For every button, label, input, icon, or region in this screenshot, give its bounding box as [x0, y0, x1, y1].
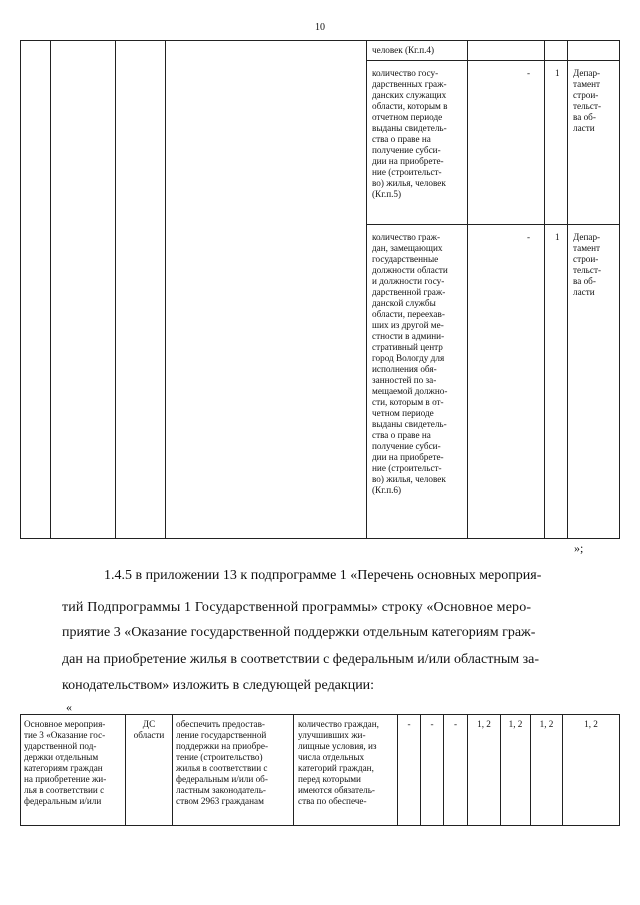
bottom-dash-3: - — [453, 719, 458, 729]
closing-quote: »; — [574, 541, 584, 555]
top-row3-indicator: количество граж- дан, замещающих государственные должности области и должности госу- дарственной граж- данской службы области, переехав- ших из другой ме- стности в админи- стративный центр город Вологду для исполнения обя- занностей по за- мещаемой должно- сти, которым в от- четном периоде выданы свидетель- ства о праве на получение субси- дии на приобрете- ние (строительст- во) жилья, человек (Кг.п.6) — [372, 232, 448, 495]
bottom-responsible: ДС области — [133, 719, 165, 740]
opening-quote: « — [66, 700, 72, 714]
bottom-dash-1: - — [407, 719, 411, 729]
bottom-dash-2: - — [430, 719, 434, 729]
top-row1-indicator: человек (Кг.п.4) — [372, 45, 435, 55]
top-row2-value: 1 — [555, 68, 560, 78]
top-row3-dash: - — [527, 232, 531, 242]
paragraph-line-3: приятие 3 «Оказание государственной поддержки отдельным категориям граж- — [62, 625, 536, 640]
top-row2-dash: - — [527, 68, 531, 78]
paragraph-line-4: дан на приобретение жилья в соответствии с федеральным и/или областным за- — [62, 652, 540, 667]
top-row2-indicator: количество госу- дарственных граж- данских служащих области, которым в отчетном периоде выданы свидетель- ства о праве на получение субси- дии на приобрете- ние (строительст- во) жилья, человек (Кг.п.5) — [372, 68, 448, 199]
bottom-year-2: 1, 2 — [508, 719, 523, 729]
bottom-result: обеспечить предостав- ление государственной поддержки на приобре- тение (строительство) жилья в соответствии с федеральным и/или об- ластным законодатель- ством 2963 гражданам — [176, 719, 269, 806]
bottom-indicator: количество граждан, улучшивших жи- лищные условия, из числа отдельных категорий граждан, перед которыми имеются обязатель- ства по обеспече- — [298, 719, 379, 806]
bottom-year-4: 1, 2 — [584, 719, 598, 729]
top-row3-value: 1 — [555, 232, 560, 242]
paragraph-line-5: конодательством» изложить в следующей редакции: — [62, 678, 375, 693]
paragraph-line-1: 1.4.5 в приложении 13 к подпрограмме 1 «Перечень основных мероприя- — [104, 568, 542, 583]
paragraph-line-2: тий Подпрограммы 1 Государственной программы» строку «Основное меро- — [62, 600, 532, 615]
top-row3-executor: Депар- тамент строи- тельст- ва об- ласти — [573, 232, 602, 297]
bottom-activity: Основное мероприя- тие 3 «Оказание гос- ударственной под- держки отдельным категориям граждан на приобретение жи- лья в соответствии с федеральным и/или — [24, 719, 107, 806]
bottom-year-1: 1, 2 — [477, 719, 491, 729]
bottom-year-3: 1, 2 — [539, 719, 554, 729]
page-number: 10 — [315, 22, 325, 33]
top-row2-executor: Депар- тамент строи- тельст- ва об- ласти — [573, 68, 602, 133]
